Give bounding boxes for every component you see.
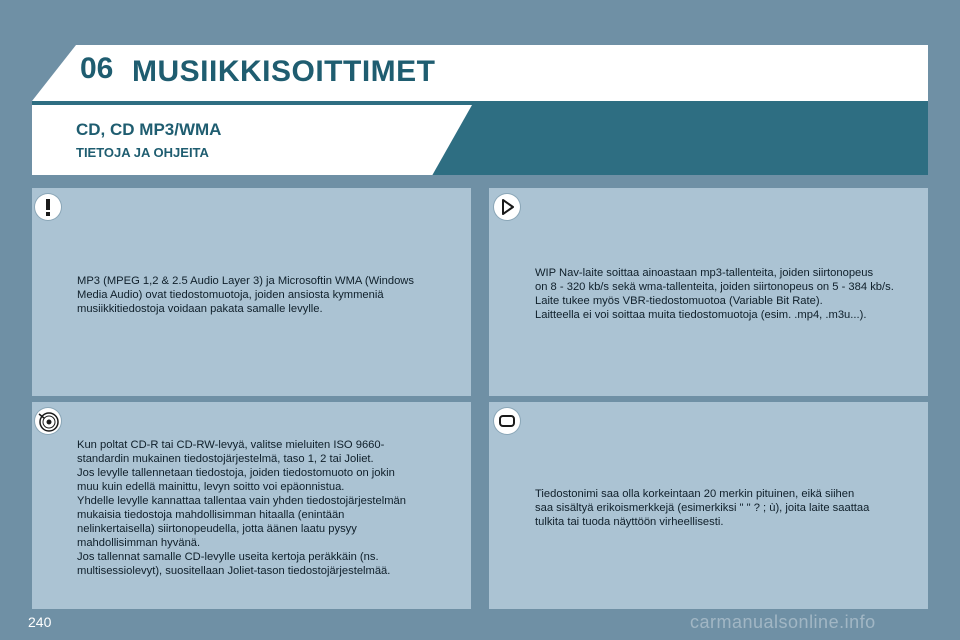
disc-icon [35,408,61,434]
disc-text: Kun poltat CD-R tai CD-RW-levyä, valitse mieluiten ISO 9660- standardin mukainen tiedostojärjestelmä, taso 1, 2 tai Joliet. Jos levylle tallennetaan tiedostoja, joiden tiedostomuoto on jokin muu kuin edellä mainittu, levyn soitto voi epäonnistua. Yhdelle levylle kannattaa tallentaa vain yhden tiedostojärjestelmän mukaisia tiedostoja mahdollisimman hitaalla (enintään nelinkertaisella) siirtonopeudella, jotta äänen laatu pysyy mahdollisimman hyvänä. Jos tallennat samalle CD-levylle useita kertoja peräkkäin (ns. multisessiolevyt), suositellaan Joliet-tason tiedostojärjestelmää. [77,439,406,577]
info-text: WIP Nav-laite soittaa ainoastaan mp3-tallenteita, joiden siirtonopeus on 8 - 320 kb/s sekä wma-tallenteita, joiden siirtonopeus on 5 - 384 kb/s. Laite tukee myös VBR-tiedostomuotoa (Variable Bit Rate). Laitteella ei voi soittaa muita tiedostomuotoja (esim. .mp4, .m3u...). [535,267,894,321]
chapter-number: 06 [80,52,114,85]
note-text: Tiedostonimi saa olla korkeintaan 20 merkin pituinen, eikä siihen saa sisältyä erikoismerkkejä (esimerkiksi " " ? ; ù), joita laite saattaa tulkita tai tuoda näyttöön virheellisesti. [535,488,870,528]
warning-text: MP3 (MPEG 1,2 & 2.5 Audio Layer 3) ja Microsoftin WMA (Windows Media Audio) ovat tiedostomuotoja, joiden ansiosta kymmeniä musiikkitiedostoja voidaan pakata samalle levylle. [77,275,414,315]
page-number: 240 [28,614,52,630]
section-tab [32,105,472,175]
play-triangle-icon [494,194,520,220]
section-title: CD, CD MP3/WMA [76,120,222,139]
rounded-square-icon [494,408,520,434]
section-subtitle: TIETOJA JA OHJEITA [76,145,209,160]
chapter-title: MUSIIKKISOITTIMET [132,55,436,88]
exclamation-icon [35,194,61,220]
watermark: carmanualsonline.info [690,612,876,632]
